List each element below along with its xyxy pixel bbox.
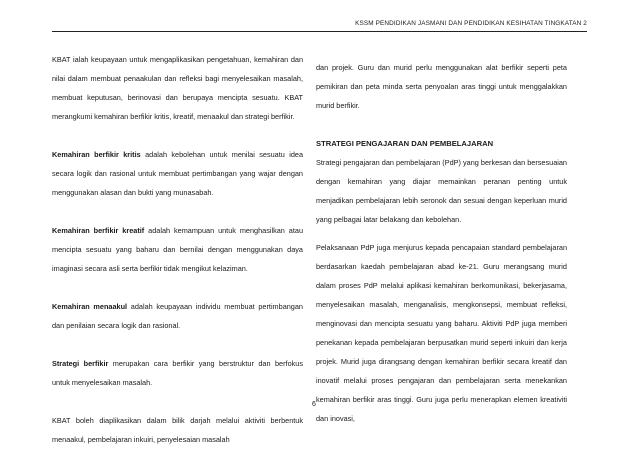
header-title: KSSM PENDIDIKAN JASMANI DAN PENDIDIKAN KESIHATAN TINGKATAN 2 [355, 20, 587, 27]
term-creative-thinking: Kemahiran berfikir kreatif [52, 226, 145, 235]
paragraph-kbat-application: KBAT boleh diaplikasikan dalam bilik darjah melalui aktiviti berbentuk menaakul, pembelajaran inkuiri, penyelesaian masalah [52, 416, 303, 444]
term-reasoning: Kemahiran menaakul [52, 302, 128, 311]
paragraph-pdp-implementation: Pelaksanaan PdP juga menjurus kepada pencapaian standard pembelajaran berdasarkan kaedah pembelajaran abad ke-21. Guru merangsang murid dalam proses PdP melalui aplikasi kemahiran berkomunikasi, bekerjasama, menyelesaikan masalah, menganalisis, mengkonsepsi, membuat refleksi, menginovasi dan mencipta sesuatu yang baharu. Aktiviti PdP juga memberi penekanan kepada pembelajaran berpusatkan murid seperti inkuiri dan kerja projek. Murid juga dirangsang dengan kemahiran berfikir secara kreatif dan inovatif melalui proses pengajaran dan pembelajaran serta menekankan kemahiran berfikir aras tinggi. Guru juga perlu menerapkan elemen kreativiti dan inovasi, [316, 243, 567, 423]
left-column [52, 50, 303, 449]
paragraph-pdp-strategy: Strategi pengajaran dan pembelajaran (PdP) yang berkesan dan bersesuaian dengan kemahiran yang diajar memainkan peranan penting untuk menjadikan pembelajaran lebih seronok dan sesuai dengan keperluan murid yang pelbagai latar belakang dan kebolehan. [316, 158, 567, 224]
page-header [52, 13, 587, 32]
text-critical-thinking: adalah kebolehan untuk menilai sesuatu idea secara logik dan rasional untuk membuat pertimbangan yang wajar dengan menggunakan alasan dan bukti yang munasabah. [52, 150, 304, 197]
paragraph-thinking-tools: dan projek. Guru dan murid perlu menggunakan alat berfikir seperti peta pemikiran dan peta minda serta penyoalan aras tinggi untuk menggalakkan murid berfikir. [316, 63, 567, 110]
text-thinking-strategy: merupakan cara berfikir yang berstruktur dan berfokus untuk menyelesaikan masalah. [52, 359, 303, 387]
page-number: 6 [312, 401, 316, 408]
text-creative-thinking: adalah kemampuan untuk menghasilkan atau mencipta sesuatu yang baharu dan bernilai dengan menggunakan daya imaginasi secara asli serta berfikir tidak mengikut kelaziman. [52, 226, 303, 273]
term-critical-thinking: Kemahiran berfikir kritis [52, 150, 141, 159]
text-reasoning: adalah keupayaan individu membuat pertimbangan dan penilaian secara logik dan rasional. [52, 302, 303, 330]
section-heading: STRATEGI PENGAJARAN DAN PEMBELAJARAN [316, 139, 494, 148]
paragraph-critical-thinking [52, 145, 303, 202]
paragraph-kbat-definition: KBAT ialah keupayaan untuk mengaplikasikan pengetahuan, kemahiran dan nilai dalam membuat penaakulan dan refleksi bagi menyelesaikan masalah, membuat keputusan, berinovasi dan berupaya mencipta sesuatu. KBAT merangkumi kemahiran berfikir kritis, kreatif, menaakul dan strategi berfikir. [52, 55, 303, 121]
right-column [316, 58, 567, 428]
paragraph-reasoning [52, 297, 303, 335]
term-thinking-strategy: Strategi berfikir [52, 359, 109, 368]
paragraph-creative-thinking [52, 221, 303, 278]
paragraph-thinking-strategy [52, 354, 303, 392]
